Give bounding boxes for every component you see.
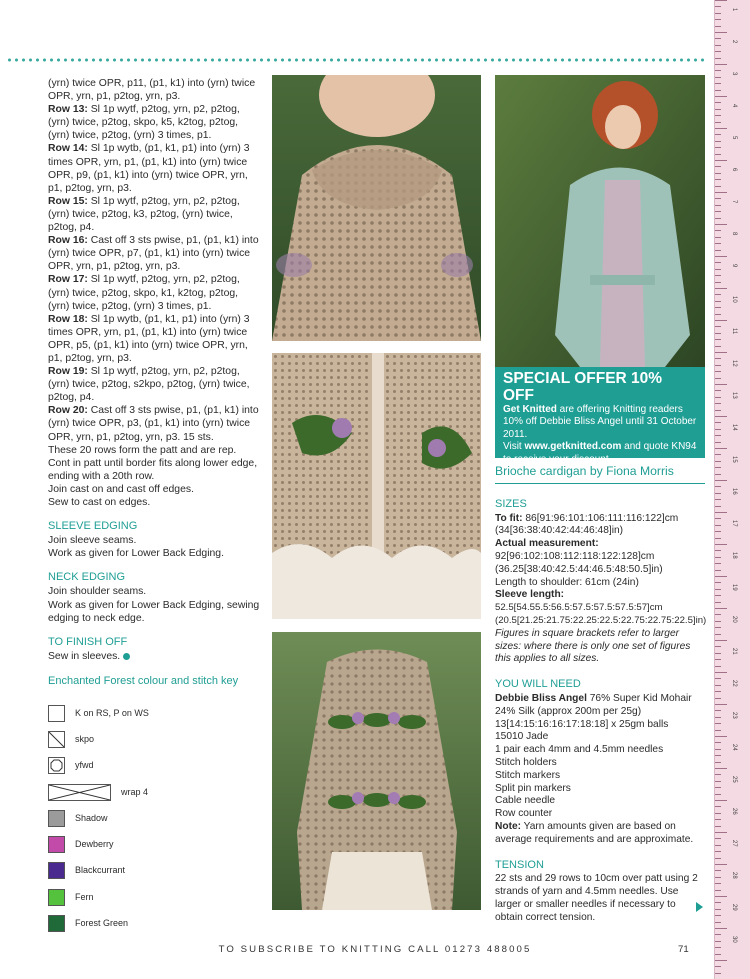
need-item: 13[14:15:16:16:17:18:18] x 25gm balls: [495, 718, 669, 730]
collar-closeup-photo: [272, 75, 481, 341]
ruler-number: 16: [731, 488, 737, 495]
key-item: [48, 884, 260, 910]
tension: 22 sts and 29 rows to 10cm over patt using 2 strands of yarn and 4.5mm needles. Use larger or smaller needles if necessary to obtain correct tension.: [495, 873, 698, 923]
offer-url-link[interactable]: www.getknitted.com: [524, 441, 622, 453]
footer-subscribe: TO SUBSCRIBE TO KNITTING CALL 01273 488005: [218, 944, 532, 955]
sleeve-edging-line: Work as given for Lower Back Edging.: [48, 548, 224, 560]
ruler-number: 1: [731, 8, 737, 12]
neck-edging-heading: NECK EDGING: [48, 571, 126, 584]
actual-measurement: 92[96:102:108:112:118:122:128]cm (36.25[38:40:42.5:44:46.5:48:50.5]in): [495, 550, 663, 575]
sizes-heading: SIZES: [495, 497, 527, 510]
ruler-number: 10: [731, 296, 737, 303]
pattern-row: Row 18: Sl 1p wytb, (p1, k1, p1) into (yrn) 3 times OPR, yrn, p1, (p1, k1) into (yrn) twice OPR, p5, (p1, k1) into (yrn) twice OPR, yrn, p1, p2tog, yrn, p3.: [48, 313, 250, 364]
key-label: K on RS, P on WS: [75, 707, 149, 718]
key-label: Shadow: [75, 812, 108, 823]
need-item: 15010 Jade: [495, 731, 549, 743]
wrap-swatch-icon: [48, 784, 111, 801]
key-title: Enchanted Forest colour and stitch key: [48, 674, 239, 687]
ruler-number: 21: [731, 648, 737, 655]
page-number: 71: [678, 944, 689, 955]
product-name: Brioche cardigan by Fiona Morris: [495, 465, 705, 484]
ruler-number: 24: [731, 744, 737, 751]
ruler-number: 27: [731, 840, 737, 847]
ruler-number: 29: [731, 904, 737, 911]
ruler-number: 13: [731, 392, 737, 399]
actual-label: Actual measurement:: [495, 538, 599, 550]
fill-swatch-icon: [48, 810, 65, 827]
key-item: [48, 832, 260, 858]
hem-closeup-photo: [272, 353, 481, 619]
key-label: Forest Green: [75, 918, 129, 928]
pattern-row: Join cast on and cast off edges.: [48, 483, 194, 495]
ruler-number: 28: [731, 872, 737, 879]
key-item: [48, 779, 260, 805]
ruler-number: 20: [731, 616, 737, 623]
diagonal-swatch-icon: [48, 731, 65, 748]
note: Note: Yarn amounts given are based on average requirements and are approximate.: [495, 820, 694, 845]
ruler-number: 4: [731, 104, 737, 108]
dotted-rule: [6, 58, 706, 62]
pattern-row: Cont in patt until border fits along lower edge, ending with a 20th row.: [48, 457, 258, 482]
finish-off-line: Sew in sleeves.: [48, 650, 260, 663]
need-item: Stitch markers: [495, 769, 561, 781]
ruler-number: 6: [731, 168, 737, 172]
key-label: skpo: [75, 733, 95, 744]
sleeve-length: 52.5[54.55.5:56.5:57.5:57.5:57.5:57]cm (20.5[21.25:21.75:22.25:22.5:22.75:22.75:22.5]in): [495, 602, 707, 626]
ruler-number: 23: [731, 712, 737, 719]
model-photo: [495, 75, 705, 367]
sizes-note: Figures in square brackets refer to larger sizes: where there is only one set of figures this applies to all sizes.: [495, 627, 691, 665]
end-bullet-icon: [123, 653, 130, 660]
ruler-number: 19: [731, 584, 737, 591]
pattern-row: Row 14: Sl 1p wytb, (p1, k1, p1) into (yrn) 3 times OPR, yrn, p1, (p1, k1) into (yrn) twice OPR, p9, (p1, k1) into (yrn) twice OPR, yrn, p1, p2tog, yrn, p3.: [48, 143, 250, 194]
ruler-number: 3: [731, 72, 737, 76]
ruler-number: 12: [731, 360, 737, 367]
key-item: [48, 910, 260, 936]
pattern-rows: [48, 77, 260, 509]
fill-swatch-icon: [48, 889, 65, 906]
need-item: 1 pair each 4mm and 4.5mm needles: [495, 744, 664, 756]
pattern-row: Row 20: Cast off 3 sts pwise, p1, (p1, k1) into (yrn) twice OPR, p3, (p1, k1) into (yrn) twice OPR, yrn, p1, p2tog, yrn, p3. 15 sts.: [48, 405, 259, 443]
pattern-row: These 20 rows form the patt and are rep.: [48, 444, 237, 456]
ruler: [714, 0, 750, 979]
to-fit: To fit: 86[91:96:101:106:111:116:122]cm (34[36:38:40:42:44:46:48]in): [495, 512, 679, 537]
key-item: [48, 700, 260, 726]
pattern-row: Row 17: Sl 1p wytf, p2tog, yrn, p2, p2tog, (yrn) twice, p2tog, skpo, k1, k2tog, p2tog, (yrn) twice, p2tog, (yrn) 3 times, p1.: [48, 274, 240, 312]
tension-heading: TENSION: [495, 858, 544, 871]
yarn: Debbie Bliss Angel 76% Super Kid Mohair 24% Silk (approx 200m per 25g): [495, 692, 692, 717]
neck-edging-line: Join shoulder seams.: [48, 586, 147, 598]
sleeve-edging-heading: SLEEVE EDGING: [48, 520, 138, 533]
key-item: [48, 805, 260, 831]
plain-swatch-icon: [48, 705, 65, 722]
key-item: [48, 753, 260, 779]
offer-visit: Visit www.getknitted.com and quote KN94 to receive your discount.: [503, 441, 697, 465]
ruler-number: 7: [731, 200, 737, 204]
need-list: [495, 719, 705, 821]
pattern-row: Sew to cast on edges.: [48, 497, 151, 508]
ruler-number: 14: [731, 424, 737, 431]
length: Length to shoulder: 61cm (24in): [495, 576, 639, 588]
fill-swatch-icon: [48, 862, 65, 879]
ruler-number: 26: [731, 808, 737, 815]
ruler-number: 30: [731, 936, 737, 943]
pattern-row: Row 13: Sl 1p wytf, p2tog, yrn, p2, p2tog, (yrn) twice, p2tog, skpo, k5, k2tog, p2tog, (yrn) twice, p2tog, (yrn) 3 times, p1.: [48, 104, 240, 142]
key-label: wrap 4: [121, 786, 149, 797]
finish-off-heading: TO FINISH OFF: [48, 635, 128, 648]
sleeve-edging-line: Join sleeve seams.: [48, 535, 137, 547]
need-item: Split pin markers: [495, 782, 571, 794]
pattern-row: (yrn) twice OPR, p11, (p1, k1) into (yrn) twice OPR, yrn, p1, p2tog, yrn, p3.: [48, 78, 256, 103]
neck-edging-line: Work as given for Lower Back Edging, sewing edging to neck edge.: [48, 599, 260, 624]
need-item: Stitch holders: [495, 756, 557, 768]
key-item: [48, 858, 260, 884]
key-label: Fern: [75, 891, 94, 902]
special-offer-box: [495, 367, 705, 465]
pattern-column: [48, 77, 260, 937]
product-column: [495, 465, 705, 925]
pattern-row: Row 16: Cast off 3 sts pwise, p1, (p1, k1) into (yrn) twice OPR, p7, (p1, k1) into (yrn) twice OPR, yrn, p1, p2tog, yrn, p3.: [48, 235, 259, 273]
ruler-number: 5: [731, 136, 737, 140]
ruler-number: 18: [731, 552, 737, 559]
key-label: Blackcurrant: [75, 865, 126, 876]
ruler-number: 8: [731, 232, 737, 236]
key-label: yfwd: [75, 760, 94, 771]
key-item: [48, 726, 260, 752]
cardigan-back-photo: [272, 632, 481, 910]
ruler-number: 25: [731, 776, 737, 783]
need-item: Row counter: [495, 808, 553, 820]
offer-text: Get Knitted are offering Knitting readers 10% off Debbie Bliss Angel until 31 October 2011.: [503, 404, 697, 440]
continue-arrow-icon: [696, 902, 703, 912]
pattern-row: Row 15: Sl 1p wytf, p2tog, yrn, p2, p2tog, (yrn) twice, p2tog, k3, p2tog, (yrn) twice, p2tog, p4.: [48, 195, 240, 234]
ruler-number: 2: [731, 40, 737, 44]
pattern-row: Row 19: Sl 1p wytf, p2tog, yrn, p2, p2tog, (yrn) twice, p2tog, s2kpo, p2tog, (yrn) twice, p2tog, p4.: [48, 366, 250, 404]
ruler-number: 9: [731, 264, 737, 268]
sleeve-label: Sleeve length:: [495, 589, 565, 601]
key-label: Dewberry: [75, 839, 114, 850]
need-heading: YOU WILL NEED: [495, 678, 581, 691]
fill-swatch-icon: [48, 836, 65, 853]
fill-swatch-icon: [48, 915, 65, 932]
need-item: Cable needle: [495, 795, 556, 807]
octagon-swatch-icon: [48, 757, 65, 774]
ruler-number: 22: [731, 680, 737, 687]
ruler-number: 15: [731, 456, 737, 463]
ruler-number: 17: [731, 520, 737, 527]
ruler-number: 11: [731, 328, 737, 335]
offer-title: SPECIAL OFFER 10% OFF: [503, 370, 663, 404]
stitch-key: [48, 700, 260, 937]
